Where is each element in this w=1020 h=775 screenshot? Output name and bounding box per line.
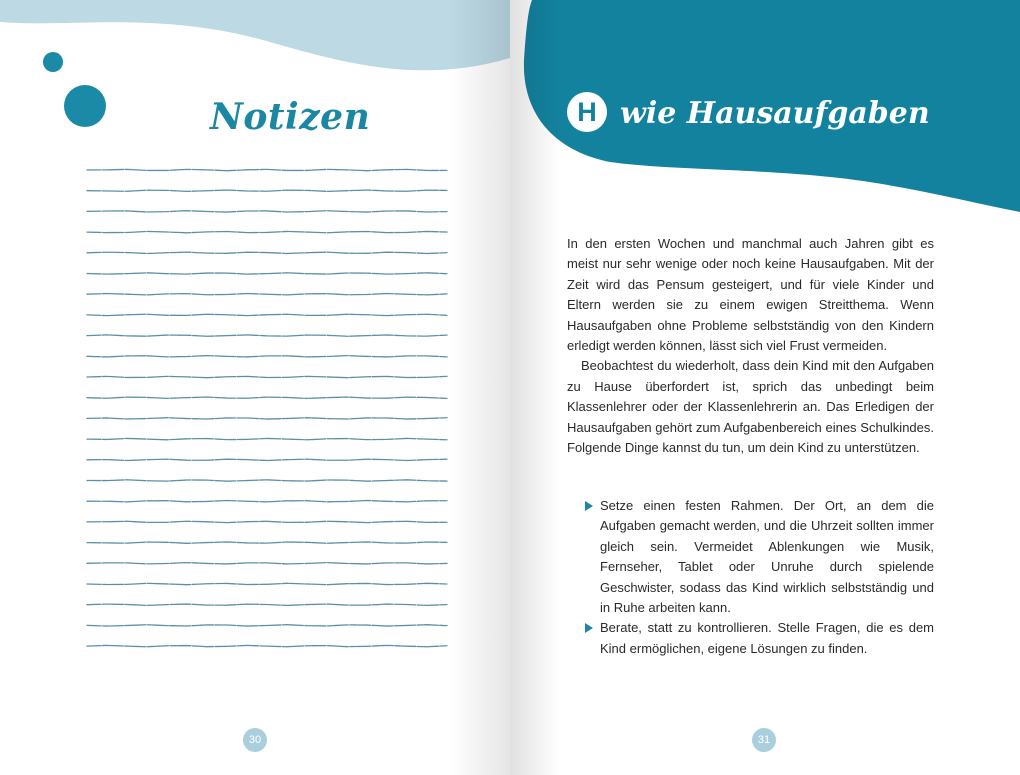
list-item-text: Berate, statt zu kontrollieren. Stelle Fragen, die es dem Kind ermöglichen, eigene Lösungen zu finden.	[600, 620, 934, 656]
tip-list	[584, 496, 934, 659]
page-number-right: 31	[752, 728, 776, 752]
note-line	[87, 190, 447, 191]
note-line	[87, 625, 447, 626]
note-line	[87, 356, 447, 357]
letter-badge: H	[567, 92, 607, 132]
paragraph-1: In den ersten Wochen und manchmal auch Jahren gibt es meist nur sehr wenige oder noch keine Hausaufgaben. Mit der Zeit wird das Pensum gesteigert, und für viele Kinder und Eltern werden sie zu einem ewigen Streitthema. Wenn Hausaufgaben ohne Probleme selbstständig von den Kindern erledigt werden können, lässt sich viel Frust vermeiden.	[567, 236, 934, 354]
body-text	[567, 234, 934, 458]
note-line	[87, 294, 447, 295]
paragraph-2: Beobachtest du wiederholt, dass dein Kind mit den Aufgaben zu Hause überfordert ist, sprich das unbedingt beim Klassenlehrer oder der Klassenlehrerin an. Das Erledigen der Hausaufgaben gehört zum Aufgabenbereich eines Schulkindes. Folgende Dinge kannst du tun, um dein Kind zu unterstützen.	[567, 358, 934, 456]
triangle-bullet-icon	[585, 623, 593, 633]
page-number-left: 30	[243, 728, 267, 752]
list-item	[584, 618, 934, 659]
note-line	[87, 604, 447, 605]
note-line	[87, 480, 447, 481]
note-line	[87, 438, 447, 439]
note-line	[87, 252, 447, 253]
note-line	[87, 231, 447, 232]
note-line	[87, 397, 447, 398]
right-page	[510, 0, 1020, 775]
note-line	[87, 376, 447, 377]
note-line	[87, 335, 447, 336]
list-item	[584, 496, 934, 618]
note-line	[87, 169, 447, 170]
triangle-bullet-icon	[585, 501, 593, 511]
note-line	[87, 459, 447, 460]
note-line	[87, 273, 447, 274]
notes-title: Notizen	[210, 96, 371, 138]
note-line	[87, 521, 447, 522]
note-line	[87, 418, 447, 419]
note-line	[87, 314, 447, 315]
list-item-text: Setze einen festen Rahmen. Der Ort, an dem die Aufgaben gemacht werden, und die Uhrzeit sollten immer gleich sein. Vermeidet Ablenkungen wie Musik, Fernseher, Tablet oder Unruhe durch spielende Geschwister, sodass das Kind wirklich selbstständig und in Ruhe arbeiten kann.	[600, 498, 934, 616]
note-line	[87, 645, 447, 646]
note-line	[87, 501, 447, 502]
note-line	[87, 542, 447, 543]
chapter-heading: wie Hausaufgaben	[620, 96, 930, 131]
note-line	[87, 563, 447, 564]
note-line	[87, 583, 447, 584]
note-line	[87, 211, 447, 212]
note-lines	[0, 0, 510, 700]
